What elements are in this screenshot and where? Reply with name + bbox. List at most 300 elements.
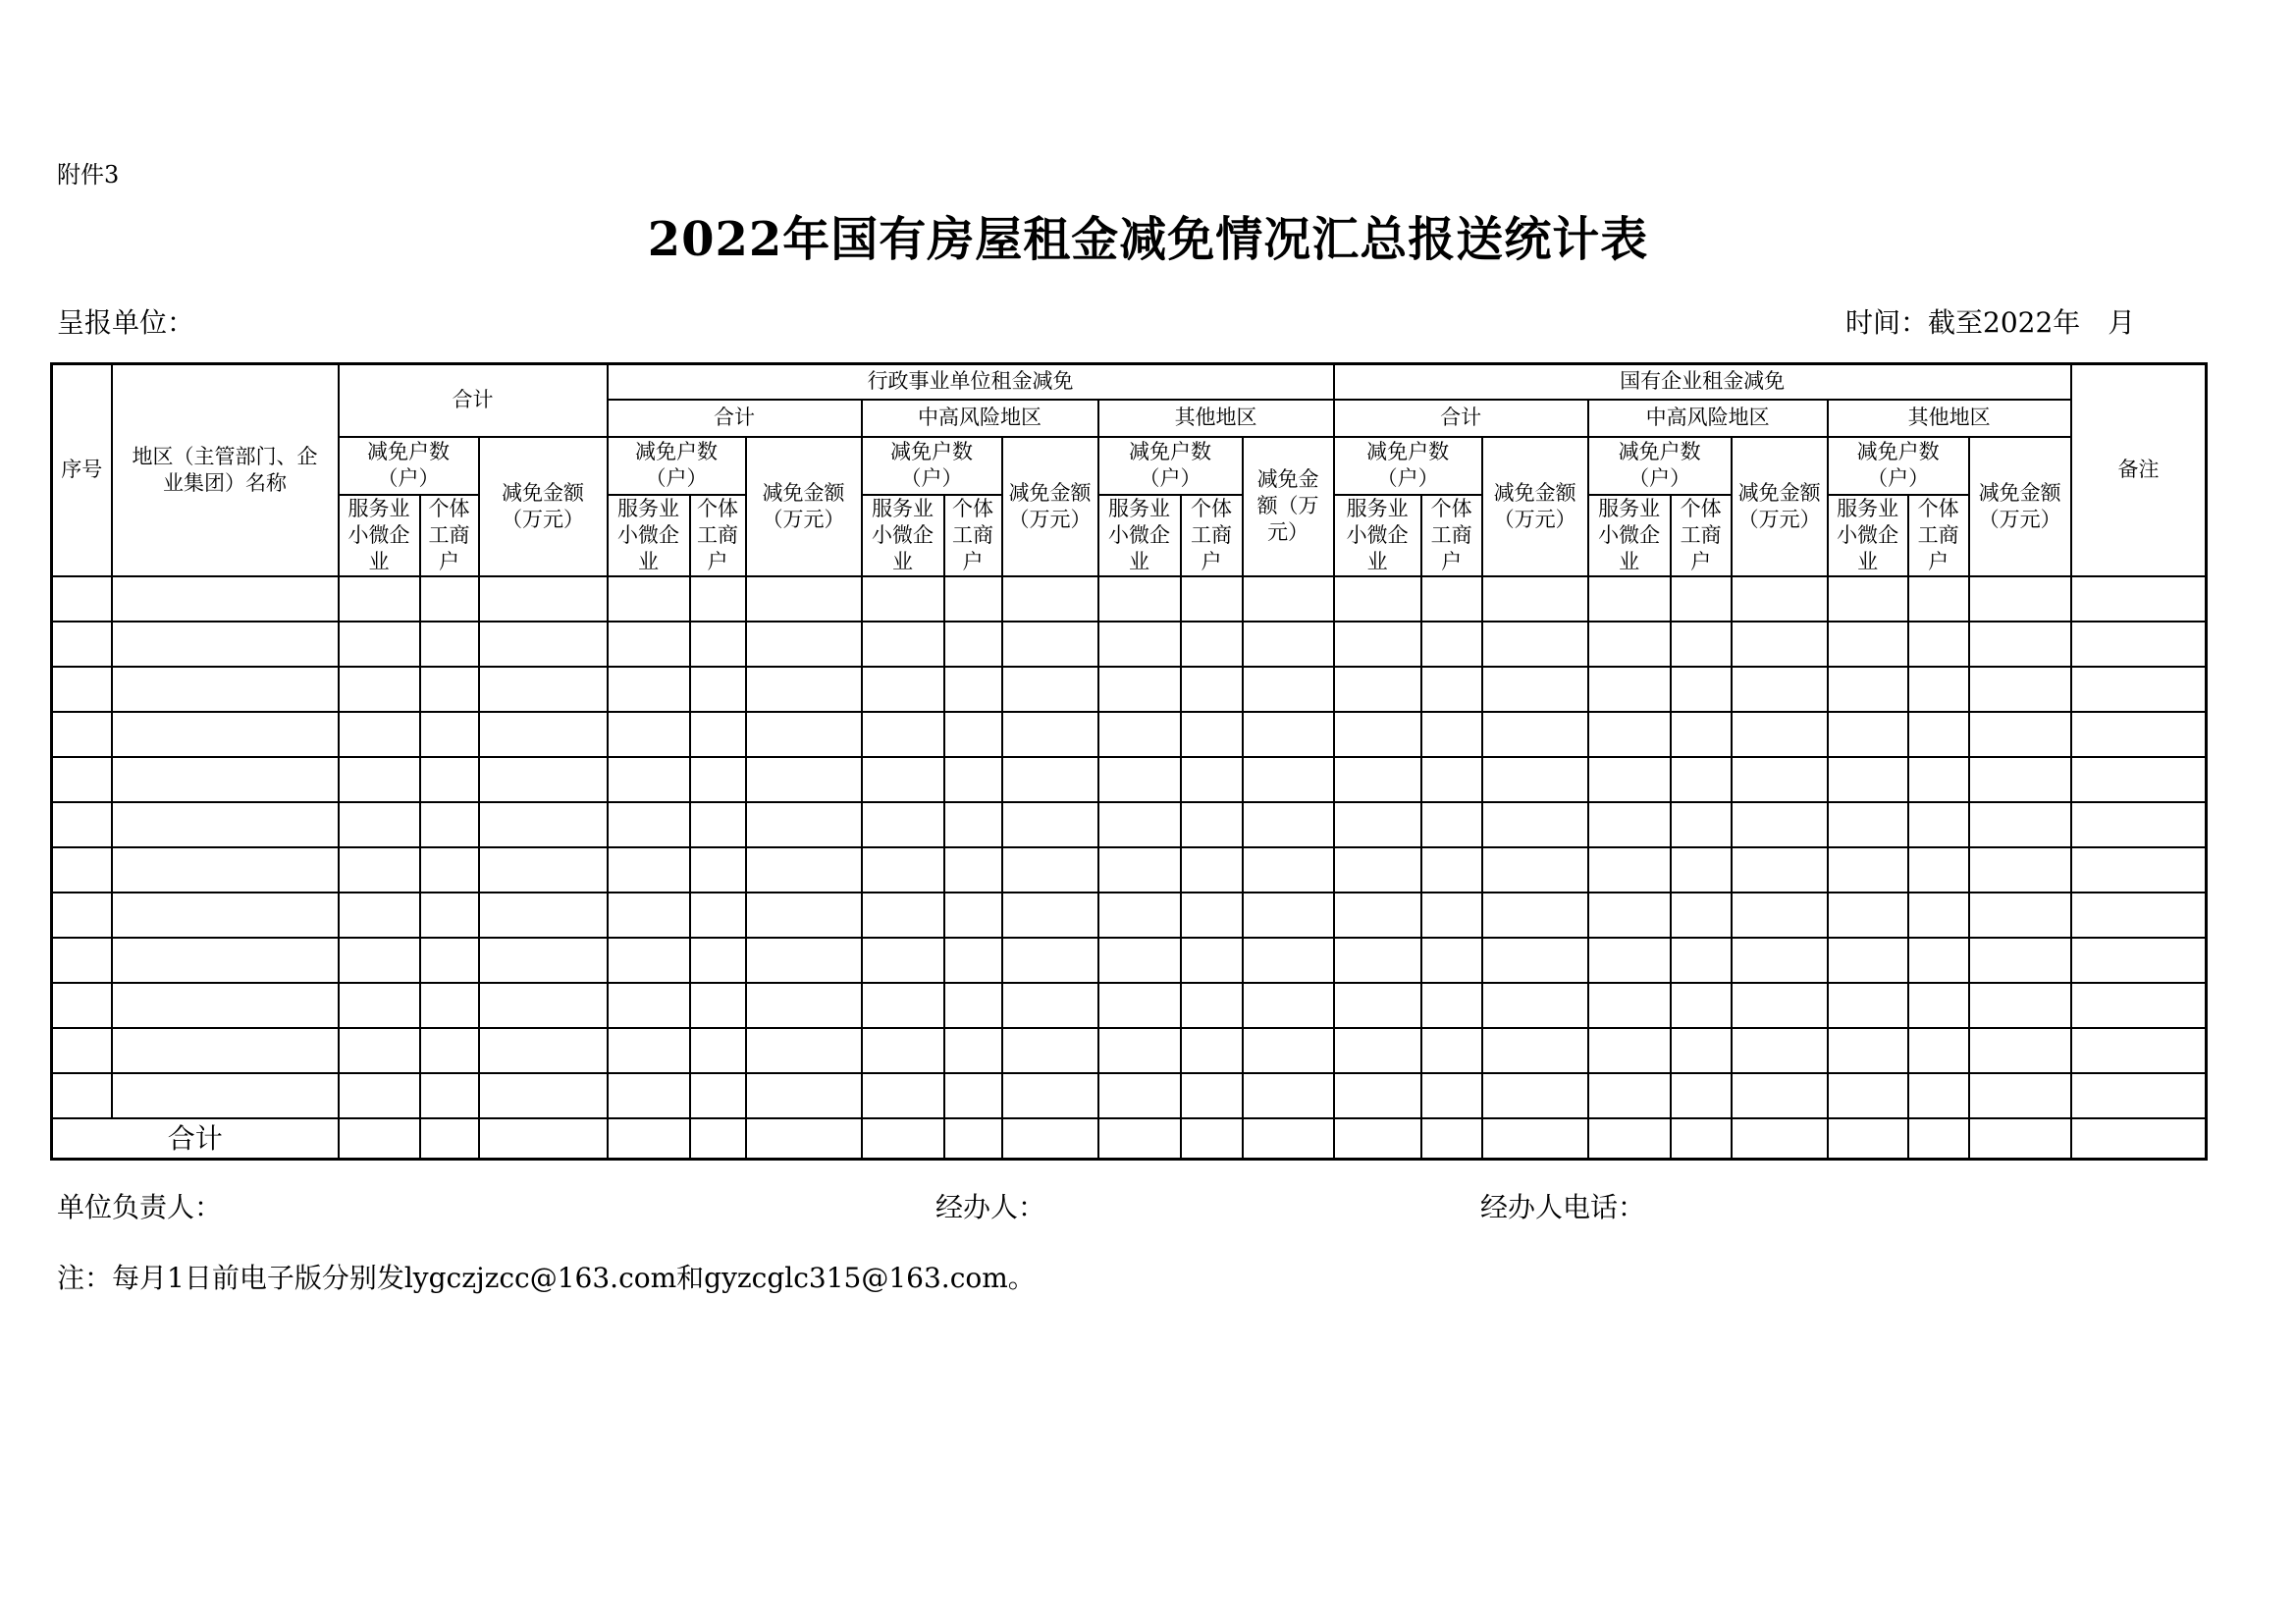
table-cell[interactable] xyxy=(1588,712,1671,757)
table-cell[interactable] xyxy=(2071,893,2207,938)
table-cell[interactable] xyxy=(1828,757,1908,802)
table-cell[interactable] xyxy=(1969,622,2071,667)
table-cell[interactable] xyxy=(1482,1028,1588,1073)
table-cell[interactable] xyxy=(1002,802,1098,847)
table-cell[interactable] xyxy=(420,1028,479,1073)
table-cell[interactable] xyxy=(746,938,862,983)
table-cell[interactable] xyxy=(1969,757,2071,802)
table-cell[interactable] xyxy=(1421,893,1482,938)
table-cell[interactable] xyxy=(1421,622,1482,667)
table-cell[interactable] xyxy=(1908,712,1969,757)
table-cell[interactable] xyxy=(1482,893,1588,938)
table-cell[interactable] xyxy=(1588,1118,1671,1160)
table-cell[interactable] xyxy=(479,802,608,847)
table-cell[interactable] xyxy=(420,576,479,622)
table-cell[interactable] xyxy=(1671,802,1732,847)
table-cell[interactable] xyxy=(339,1028,420,1073)
table-cell[interactable] xyxy=(690,1118,746,1160)
table-cell[interactable] xyxy=(1243,983,1334,1028)
table-cell[interactable] xyxy=(1181,576,1243,622)
table-cell[interactable] xyxy=(746,622,862,667)
table-cell[interactable] xyxy=(479,983,608,1028)
table-cell[interactable] xyxy=(690,938,746,983)
table-cell[interactable] xyxy=(52,938,112,983)
table-cell[interactable] xyxy=(944,667,1002,712)
table-cell[interactable] xyxy=(1828,893,1908,938)
table-cell[interactable] xyxy=(112,847,339,893)
table-cell[interactable] xyxy=(944,802,1002,847)
table-cell[interactable] xyxy=(1002,576,1098,622)
table-cell[interactable] xyxy=(862,802,944,847)
table-cell[interactable] xyxy=(862,847,944,893)
table-cell[interactable] xyxy=(1908,1028,1969,1073)
table-cell[interactable] xyxy=(1671,576,1732,622)
table-cell[interactable] xyxy=(1671,622,1732,667)
table-cell[interactable] xyxy=(1828,712,1908,757)
table-cell[interactable] xyxy=(1421,757,1482,802)
table-cell[interactable] xyxy=(944,983,1002,1028)
table-cell[interactable] xyxy=(479,712,608,757)
table-cell[interactable] xyxy=(479,757,608,802)
table-cell[interactable] xyxy=(1828,1118,1908,1160)
table-cell[interactable] xyxy=(1908,938,1969,983)
table-cell[interactable] xyxy=(1828,1028,1908,1073)
table-cell[interactable] xyxy=(1732,622,1828,667)
table-cell[interactable] xyxy=(1421,712,1482,757)
table-cell[interactable] xyxy=(420,847,479,893)
table-cell[interactable] xyxy=(2071,1073,2207,1118)
table-cell[interactable] xyxy=(2071,802,2207,847)
table-cell[interactable] xyxy=(112,1073,339,1118)
table-cell[interactable] xyxy=(1482,622,1588,667)
table-cell[interactable] xyxy=(1828,1073,1908,1118)
table-cell[interactable] xyxy=(1334,1073,1421,1118)
table-cell[interactable] xyxy=(1908,983,1969,1028)
table-cell[interactable] xyxy=(1421,1028,1482,1073)
table-cell[interactable] xyxy=(944,893,1002,938)
table-cell[interactable] xyxy=(420,802,479,847)
table-cell[interactable] xyxy=(746,1073,862,1118)
table-cell[interactable] xyxy=(1002,893,1098,938)
table-cell[interactable] xyxy=(1588,1073,1671,1118)
table-cell[interactable] xyxy=(608,1118,690,1160)
table-cell[interactable] xyxy=(339,667,420,712)
table-cell[interactable] xyxy=(1098,1073,1181,1118)
table-cell[interactable] xyxy=(1334,847,1421,893)
table-cell[interactable] xyxy=(339,802,420,847)
table-cell[interactable] xyxy=(1334,667,1421,712)
table-cell[interactable] xyxy=(1181,983,1243,1028)
table-cell[interactable] xyxy=(52,847,112,893)
table-cell[interactable] xyxy=(608,712,690,757)
table-cell[interactable] xyxy=(944,757,1002,802)
table-cell[interactable] xyxy=(1002,622,1098,667)
table-cell[interactable] xyxy=(1098,1028,1181,1073)
table-cell[interactable] xyxy=(746,757,862,802)
table-cell[interactable] xyxy=(1969,1028,2071,1073)
table-cell[interactable] xyxy=(1828,622,1908,667)
table-cell[interactable] xyxy=(420,757,479,802)
table-cell[interactable] xyxy=(1732,938,1828,983)
table-cell[interactable] xyxy=(52,712,112,757)
table-cell[interactable] xyxy=(339,1073,420,1118)
table-cell[interactable] xyxy=(1098,847,1181,893)
table-cell[interactable] xyxy=(1588,938,1671,983)
table-cell[interactable] xyxy=(690,802,746,847)
table-cell[interactable] xyxy=(1828,667,1908,712)
table-cell[interactable] xyxy=(944,847,1002,893)
table-cell[interactable] xyxy=(339,622,420,667)
table-cell[interactable] xyxy=(339,757,420,802)
table-cell[interactable] xyxy=(339,576,420,622)
table-cell[interactable] xyxy=(1334,938,1421,983)
table-cell[interactable] xyxy=(1828,938,1908,983)
table-cell[interactable] xyxy=(52,893,112,938)
table-cell[interactable] xyxy=(1482,712,1588,757)
table-cell[interactable] xyxy=(1098,712,1181,757)
table-cell[interactable] xyxy=(1482,1118,1588,1160)
table-cell[interactable] xyxy=(1828,802,1908,847)
table-cell[interactable] xyxy=(1828,576,1908,622)
table-cell[interactable] xyxy=(479,847,608,893)
table-cell[interactable] xyxy=(2071,622,2207,667)
table-cell[interactable] xyxy=(1002,983,1098,1028)
table-cell[interactable] xyxy=(690,1028,746,1073)
table-cell[interactable] xyxy=(1588,802,1671,847)
table-cell[interactable] xyxy=(112,893,339,938)
table-cell[interactable] xyxy=(1181,622,1243,667)
table-cell[interactable] xyxy=(1969,712,2071,757)
table-cell[interactable] xyxy=(862,667,944,712)
table-cell[interactable] xyxy=(2071,1118,2207,1160)
table-cell[interactable] xyxy=(862,938,944,983)
table-cell[interactable] xyxy=(1421,802,1482,847)
table-cell[interactable] xyxy=(1908,622,1969,667)
table-cell[interactable] xyxy=(1243,1028,1334,1073)
table-cell[interactable] xyxy=(1002,847,1098,893)
table-cell[interactable] xyxy=(479,667,608,712)
table-cell[interactable] xyxy=(1181,1118,1243,1160)
table-cell[interactable] xyxy=(746,802,862,847)
table-cell[interactable] xyxy=(1482,757,1588,802)
table-cell[interactable] xyxy=(52,576,112,622)
table-cell[interactable] xyxy=(1002,667,1098,712)
table-cell[interactable] xyxy=(339,712,420,757)
table-cell[interactable] xyxy=(112,802,339,847)
table-cell[interactable] xyxy=(1908,757,1969,802)
table-cell[interactable] xyxy=(1969,667,2071,712)
table-cell[interactable] xyxy=(944,576,1002,622)
table-cell[interactable] xyxy=(1671,667,1732,712)
table-cell[interactable] xyxy=(339,938,420,983)
table-cell[interactable] xyxy=(1002,1118,1098,1160)
table-cell[interactable] xyxy=(2071,576,2207,622)
table-cell[interactable] xyxy=(479,1028,608,1073)
table-cell[interactable] xyxy=(1732,667,1828,712)
table-cell[interactable] xyxy=(1421,576,1482,622)
table-cell[interactable] xyxy=(1732,712,1828,757)
table-cell[interactable] xyxy=(2071,847,2207,893)
table-cell[interactable] xyxy=(420,1118,479,1160)
table-cell[interactable] xyxy=(479,576,608,622)
table-cell[interactable] xyxy=(1243,802,1334,847)
table-cell[interactable] xyxy=(690,1073,746,1118)
table-cell[interactable] xyxy=(1828,983,1908,1028)
table-cell[interactable] xyxy=(1482,1073,1588,1118)
table-cell[interactable] xyxy=(944,712,1002,757)
table-cell[interactable] xyxy=(1181,667,1243,712)
table-cell[interactable] xyxy=(690,667,746,712)
table-cell[interactable] xyxy=(862,1118,944,1160)
table-cell[interactable] xyxy=(1828,847,1908,893)
table-cell[interactable] xyxy=(1969,1073,2071,1118)
table-cell[interactable] xyxy=(690,576,746,622)
table-cell[interactable] xyxy=(1908,802,1969,847)
table-cell[interactable] xyxy=(339,1118,420,1160)
table-cell[interactable] xyxy=(1098,576,1181,622)
table-cell[interactable] xyxy=(420,938,479,983)
table-cell[interactable] xyxy=(1243,893,1334,938)
table-cell[interactable] xyxy=(112,938,339,983)
table-cell[interactable] xyxy=(608,847,690,893)
table-cell[interactable] xyxy=(1098,757,1181,802)
table-cell[interactable] xyxy=(1421,667,1482,712)
table-cell[interactable] xyxy=(1482,667,1588,712)
table-cell[interactable] xyxy=(862,622,944,667)
table-cell[interactable] xyxy=(1181,938,1243,983)
table-cell[interactable] xyxy=(1908,576,1969,622)
table-cell[interactable] xyxy=(112,576,339,622)
table-cell[interactable] xyxy=(420,667,479,712)
table-cell[interactable] xyxy=(1098,893,1181,938)
table-cell[interactable] xyxy=(1098,938,1181,983)
table-cell[interactable] xyxy=(112,757,339,802)
table-cell[interactable] xyxy=(1732,1118,1828,1160)
table-cell[interactable] xyxy=(690,893,746,938)
table-cell[interactable] xyxy=(1671,1118,1732,1160)
table-cell[interactable] xyxy=(1588,847,1671,893)
table-cell[interactable] xyxy=(1243,757,1334,802)
table-cell[interactable] xyxy=(746,712,862,757)
table-cell[interactable] xyxy=(339,983,420,1028)
table-cell[interactable] xyxy=(1181,757,1243,802)
table-cell[interactable] xyxy=(1334,983,1421,1028)
table-cell[interactable] xyxy=(1098,802,1181,847)
table-cell[interactable] xyxy=(1969,938,2071,983)
table-cell[interactable] xyxy=(420,983,479,1028)
table-cell[interactable] xyxy=(52,983,112,1028)
table-cell[interactable] xyxy=(112,667,339,712)
table-cell[interactable] xyxy=(1671,1028,1732,1073)
table-cell[interactable] xyxy=(1969,1118,2071,1160)
table-cell[interactable] xyxy=(1243,1118,1334,1160)
table-cell[interactable] xyxy=(862,712,944,757)
table-cell[interactable] xyxy=(1181,893,1243,938)
table-cell[interactable] xyxy=(2071,667,2207,712)
table-cell[interactable] xyxy=(52,667,112,712)
table-cell[interactable] xyxy=(1002,757,1098,802)
table-cell[interactable] xyxy=(944,622,1002,667)
table-cell[interactable] xyxy=(1334,712,1421,757)
table-cell[interactable] xyxy=(479,893,608,938)
table-cell[interactable] xyxy=(1421,983,1482,1028)
table-cell[interactable] xyxy=(2071,938,2207,983)
table-cell[interactable] xyxy=(1482,983,1588,1028)
table-cell[interactable] xyxy=(1588,667,1671,712)
table-cell[interactable] xyxy=(1908,667,1969,712)
table-cell[interactable] xyxy=(1671,712,1732,757)
table-cell[interactable] xyxy=(1969,983,2071,1028)
table-cell[interactable] xyxy=(1181,1073,1243,1118)
table-cell[interactable] xyxy=(862,1073,944,1118)
table-cell[interactable] xyxy=(2071,1028,2207,1073)
table-cell[interactable] xyxy=(690,983,746,1028)
table-cell[interactable] xyxy=(112,983,339,1028)
table-cell[interactable] xyxy=(746,847,862,893)
table-cell[interactable] xyxy=(1908,893,1969,938)
table-cell[interactable] xyxy=(1243,622,1334,667)
table-cell[interactable] xyxy=(746,1028,862,1073)
table-cell[interactable] xyxy=(1334,622,1421,667)
table-cell[interactable] xyxy=(1969,893,2071,938)
table-cell[interactable] xyxy=(1243,576,1334,622)
table-cell[interactable] xyxy=(1482,938,1588,983)
table-cell[interactable] xyxy=(339,847,420,893)
table-cell[interactable] xyxy=(1671,893,1732,938)
table-cell[interactable] xyxy=(1002,1028,1098,1073)
table-cell[interactable] xyxy=(608,802,690,847)
table-cell[interactable] xyxy=(1334,893,1421,938)
table-cell[interactable] xyxy=(1671,1073,1732,1118)
table-cell[interactable] xyxy=(1732,1073,1828,1118)
table-cell[interactable] xyxy=(2071,983,2207,1028)
table-cell[interactable] xyxy=(862,983,944,1028)
table-cell[interactable] xyxy=(862,757,944,802)
table-cell[interactable] xyxy=(1002,938,1098,983)
table-cell[interactable] xyxy=(420,712,479,757)
table-cell[interactable] xyxy=(1181,847,1243,893)
table-cell[interactable] xyxy=(1482,802,1588,847)
table-cell[interactable] xyxy=(52,1028,112,1073)
table-cell[interactable] xyxy=(420,1073,479,1118)
table-cell[interactable] xyxy=(1588,983,1671,1028)
table-cell[interactable] xyxy=(1732,847,1828,893)
table-cell[interactable] xyxy=(1334,1028,1421,1073)
table-cell[interactable] xyxy=(1908,1118,1969,1160)
table-cell[interactable] xyxy=(479,1073,608,1118)
table-cell[interactable] xyxy=(479,1118,608,1160)
table-cell[interactable] xyxy=(1421,938,1482,983)
table-cell[interactable] xyxy=(479,622,608,667)
table-cell[interactable] xyxy=(608,938,690,983)
table-cell[interactable] xyxy=(1671,983,1732,1028)
table-cell[interactable] xyxy=(1969,847,2071,893)
table-cell[interactable] xyxy=(1243,712,1334,757)
table-cell[interactable] xyxy=(862,1028,944,1073)
table-cell[interactable] xyxy=(1098,667,1181,712)
table-cell[interactable] xyxy=(1969,802,2071,847)
table-cell[interactable] xyxy=(420,622,479,667)
table-cell[interactable] xyxy=(746,667,862,712)
table-cell[interactable] xyxy=(746,893,862,938)
table-cell[interactable] xyxy=(479,938,608,983)
table-cell[interactable] xyxy=(52,802,112,847)
table-cell[interactable] xyxy=(1671,757,1732,802)
table-cell[interactable] xyxy=(1243,847,1334,893)
table-cell[interactable] xyxy=(112,1028,339,1073)
table-cell[interactable] xyxy=(2071,757,2207,802)
table-cell[interactable] xyxy=(746,983,862,1028)
table-cell[interactable] xyxy=(1181,712,1243,757)
table-cell[interactable] xyxy=(1334,576,1421,622)
table-cell[interactable] xyxy=(1588,757,1671,802)
table-cell[interactable] xyxy=(1732,983,1828,1028)
table-cell[interactable] xyxy=(944,1118,1002,1160)
table-cell[interactable] xyxy=(1002,1073,1098,1118)
table-cell[interactable] xyxy=(1181,1028,1243,1073)
table-cell[interactable] xyxy=(1482,576,1588,622)
table-cell[interactable] xyxy=(1588,622,1671,667)
table-cell[interactable] xyxy=(1588,576,1671,622)
table-cell[interactable] xyxy=(112,712,339,757)
table-cell[interactable] xyxy=(608,667,690,712)
table-cell[interactable] xyxy=(1243,667,1334,712)
table-cell[interactable] xyxy=(1588,1028,1671,1073)
table-cell[interactable] xyxy=(1732,802,1828,847)
table-cell[interactable] xyxy=(1671,847,1732,893)
table-cell[interactable] xyxy=(1334,757,1421,802)
table-cell[interactable] xyxy=(608,757,690,802)
table-cell[interactable] xyxy=(608,893,690,938)
table-cell[interactable] xyxy=(690,712,746,757)
table-cell[interactable] xyxy=(1421,1118,1482,1160)
table-cell[interactable] xyxy=(608,622,690,667)
table-cell[interactable] xyxy=(1098,622,1181,667)
table-cell[interactable] xyxy=(1334,802,1421,847)
table-cell[interactable] xyxy=(1002,712,1098,757)
table-cell[interactable] xyxy=(1334,1118,1421,1160)
table-cell[interactable] xyxy=(1908,847,1969,893)
table-cell[interactable] xyxy=(1588,893,1671,938)
table-cell[interactable] xyxy=(690,757,746,802)
table-cell[interactable] xyxy=(608,1073,690,1118)
table-cell[interactable] xyxy=(862,576,944,622)
table-cell[interactable] xyxy=(608,1028,690,1073)
table-cell[interactable] xyxy=(690,622,746,667)
table-cell[interactable] xyxy=(1482,847,1588,893)
table-cell[interactable] xyxy=(52,1073,112,1118)
table-cell[interactable] xyxy=(1908,1073,1969,1118)
table-cell[interactable] xyxy=(1243,1073,1334,1118)
table-cell[interactable] xyxy=(1732,1028,1828,1073)
table-cell[interactable] xyxy=(746,576,862,622)
table-cell[interactable] xyxy=(1671,938,1732,983)
table-cell[interactable] xyxy=(862,893,944,938)
table-cell[interactable] xyxy=(1421,847,1482,893)
table-cell[interactable] xyxy=(1732,576,1828,622)
table-cell[interactable] xyxy=(1098,983,1181,1028)
table-cell[interactable] xyxy=(1243,938,1334,983)
table-cell[interactable] xyxy=(1732,757,1828,802)
table-cell[interactable] xyxy=(944,1028,1002,1073)
table-cell[interactable] xyxy=(52,622,112,667)
table-cell[interactable] xyxy=(608,983,690,1028)
table-cell[interactable] xyxy=(690,847,746,893)
table-cell[interactable] xyxy=(52,757,112,802)
table-cell[interactable] xyxy=(112,622,339,667)
table-cell[interactable] xyxy=(944,938,1002,983)
table-cell[interactable] xyxy=(608,576,690,622)
